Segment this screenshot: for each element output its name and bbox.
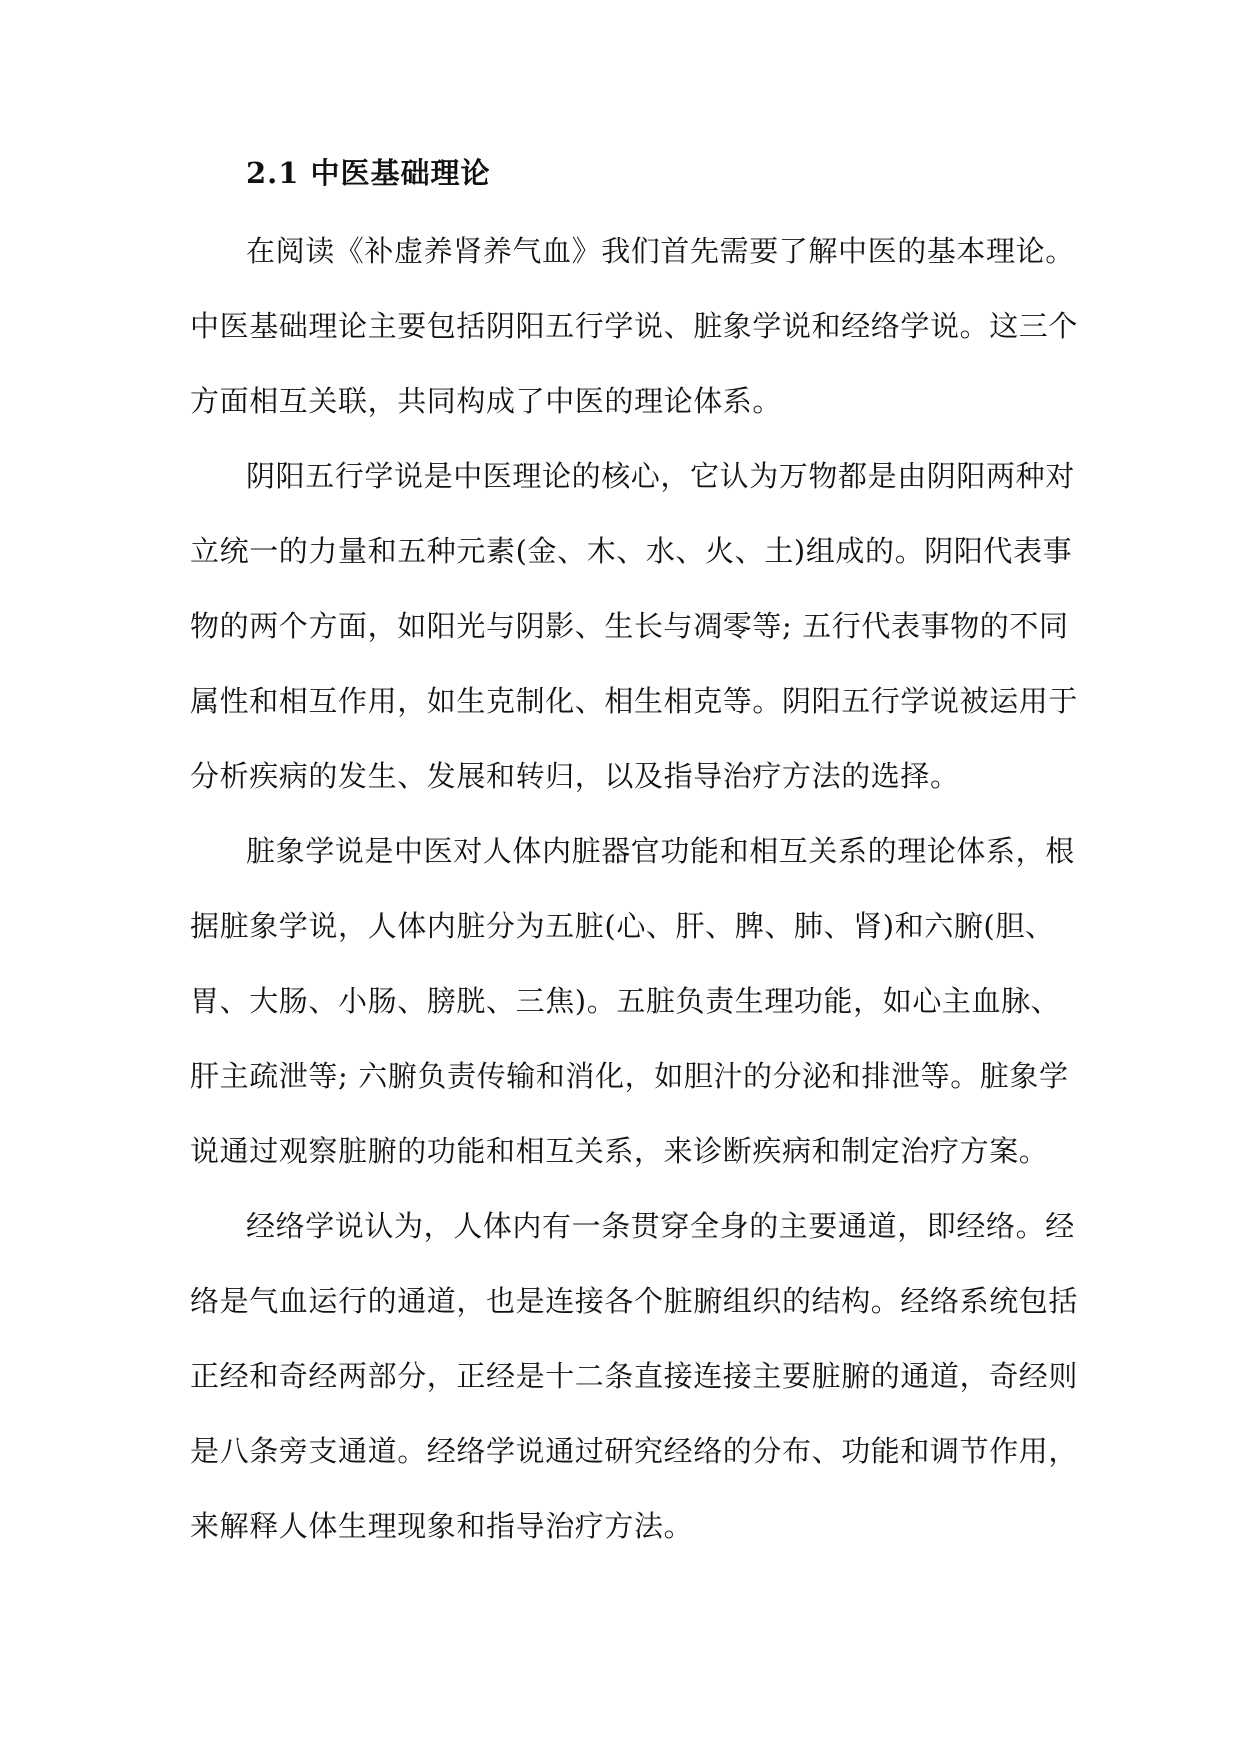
paragraph-3-line-4: 肝主疏泄等; 六腑负责传输和消化，如胆汁的分泌和排泄等。脏象学 (190, 1059, 1069, 1093)
paragraph-2-line-1: 阴阳五行学说是中医理论的核心，它认为万物都是由阴阳两种对 (246, 459, 1075, 493)
paragraph-2-line-4: 属性和相互作用，如生克制化、相生相克等。阴阳五行学说被运用于 (190, 684, 1079, 718)
paragraph-3-line-1: 脏象学说是中医对人体内脏器官功能和相互关系的理论体系，根 (246, 834, 1075, 868)
paragraph-4-line-1: 经络学说认为，人体内有一条贯穿全身的主要通道，即经络。经 (246, 1209, 1075, 1243)
paragraph-2-line-5: 分析疾病的发生、发展和转归，以及指导治疗方法的选择。 (190, 759, 960, 793)
paragraph-3-line-2: 据脏象学说，人体内脏分为五脏(心、肝、脾、肺、肾)和六腑(胆、 (190, 909, 1055, 943)
paragraph-2-line-2: 立统一的力量和五种元素(金、木、水、火、土)组成的。阴阳代表事 (190, 534, 1073, 568)
paragraph-4-line-5: 来解释人体生理现象和指导治疗方法。 (190, 1509, 694, 1543)
paragraph-1-line-2: 中医基础理论主要包括阴阳五行学说、脏象学说和经络学说。这三个 (190, 309, 1079, 343)
paragraph-3-line-3: 胃、大肠、小肠、膀胱、三焦)。五脏负责生理功能，如心主血脉、 (190, 984, 1061, 1018)
paragraph-1-line-3: 方面相互关联，共同构成了中医的理论体系。 (190, 384, 783, 418)
paragraph-4-line-4: 是八条旁支通道。经络学说通过研究经络的分布、功能和调节作用， (190, 1434, 1079, 1468)
paragraph-4-line-2: 络是气血运行的通道，也是连接各个脏腑组织的结构。经络系统包括 (190, 1284, 1079, 1318)
paragraph-3-line-5: 说通过观察脏腑的功能和相互关系，来诊断疾病和制定治疗方案。 (190, 1134, 1049, 1168)
paragraph-4-line-3: 正经和奇经两部分，正经是十二条直接连接主要脏腑的通道，奇经则 (190, 1359, 1079, 1393)
paragraph-2-line-3: 物的两个方面，如阳光与阴影、生长与凋零等; 五行代表事物的不同 (190, 609, 1069, 643)
paragraph-1-line-1: 在阅读《补虚养肾养气血》我们首先需要了解中医的基本理论。 (246, 234, 1075, 268)
section-heading: 2.1 中医基础理论 (246, 156, 491, 190)
